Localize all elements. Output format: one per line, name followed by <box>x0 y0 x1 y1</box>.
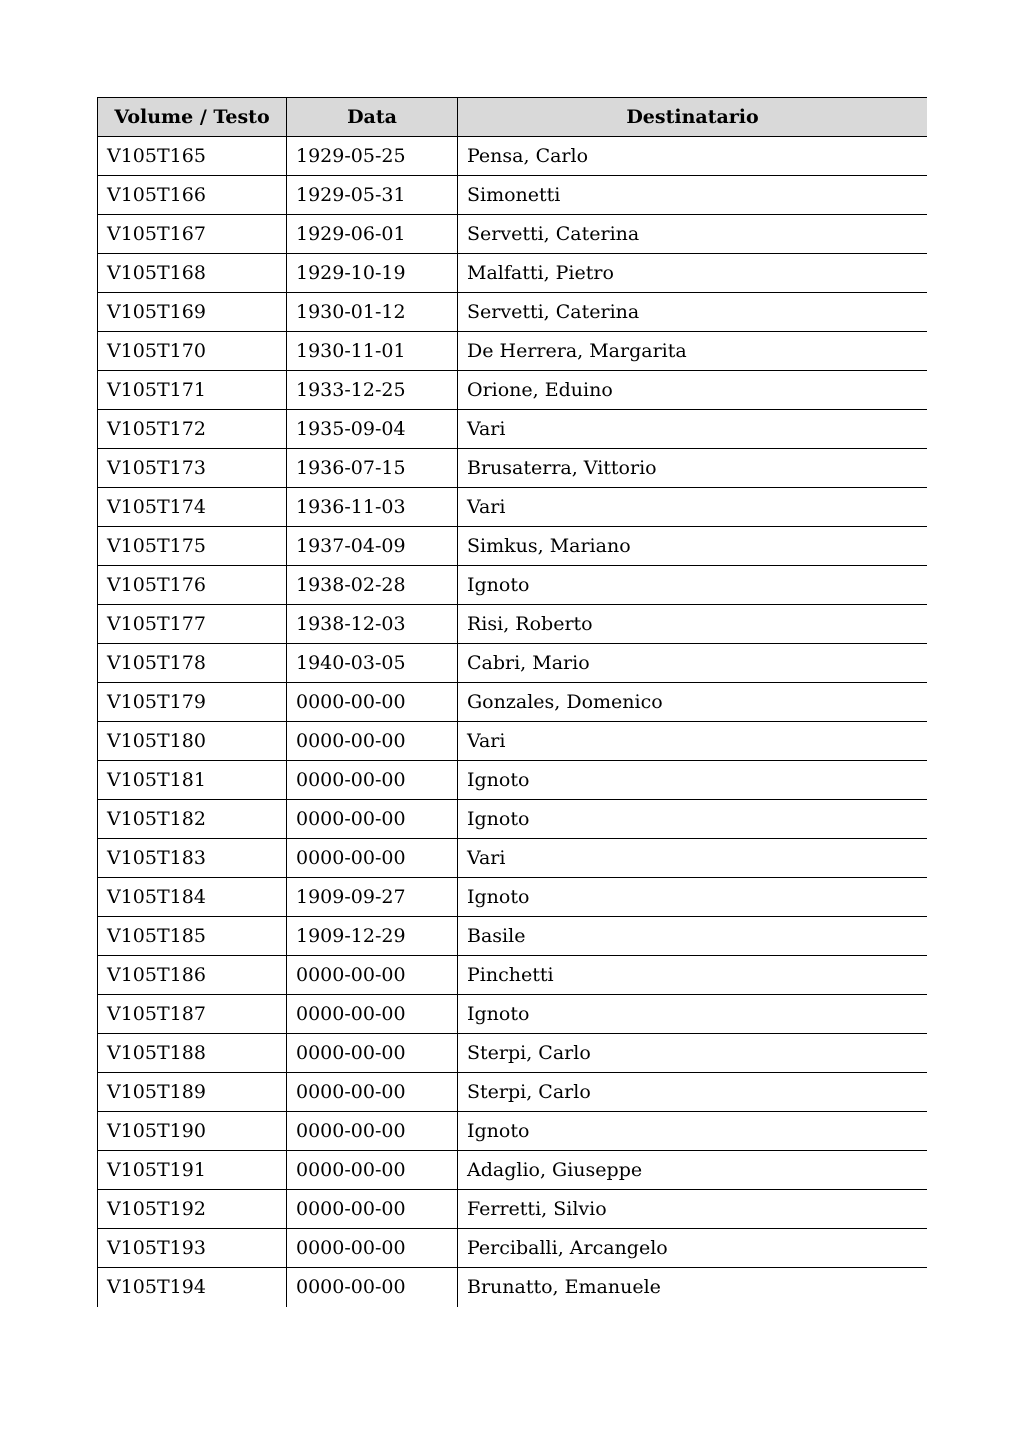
table-row <box>98 1073 928 1112</box>
table-header-row <box>98 98 928 137</box>
cell-volume-testo: V105T176 <box>98 566 287 605</box>
cell-volume-testo: V105T191 <box>98 1151 287 1190</box>
table-body <box>98 137 928 1307</box>
cell-data: 1929-10-19 <box>287 254 458 293</box>
header-data: Data <box>287 98 458 137</box>
cell-volume-testo: V105T183 <box>98 839 287 878</box>
cell-destinatario: Pensa, Carlo <box>458 137 928 176</box>
cell-destinatario: Orione, Eduino <box>458 371 928 410</box>
table-row <box>98 1229 928 1268</box>
table-row <box>98 566 928 605</box>
cell-destinatario: Basile <box>458 917 928 956</box>
cell-destinatario: Malfatti, Pietro <box>458 254 928 293</box>
table-row <box>98 371 928 410</box>
table-row <box>98 449 928 488</box>
cell-volume-testo: V105T193 <box>98 1229 287 1268</box>
table-row <box>98 137 928 176</box>
table-row <box>98 878 928 917</box>
cell-destinatario: Cabri, Mario <box>458 644 928 683</box>
table-row <box>98 215 928 254</box>
cell-destinatario: Ignoto <box>458 1112 928 1151</box>
cell-volume-testo: V105T185 <box>98 917 287 956</box>
header-volume-testo: Volume / Testo <box>98 98 287 137</box>
cell-destinatario: Sterpi, Carlo <box>458 1034 928 1073</box>
cell-volume-testo: V105T186 <box>98 956 287 995</box>
cell-destinatario: Simkus, Mariano <box>458 527 928 566</box>
cell-destinatario: Simonetti <box>458 176 928 215</box>
cell-data: 1936-11-03 <box>287 488 458 527</box>
table-row <box>98 1268 928 1307</box>
cell-data: 0000-00-00 <box>287 1112 458 1151</box>
cell-volume-testo: V105T165 <box>98 137 287 176</box>
cell-volume-testo: V105T166 <box>98 176 287 215</box>
cell-destinatario: Risi, Roberto <box>458 605 928 644</box>
cell-volume-testo: V105T190 <box>98 1112 287 1151</box>
cell-destinatario: Ferretti, Silvio <box>458 1190 928 1229</box>
cell-data: 1909-09-27 <box>287 878 458 917</box>
table-row <box>98 722 928 761</box>
cell-destinatario: Ignoto <box>458 995 928 1034</box>
letters-table-container <box>97 97 927 1312</box>
table-row <box>98 527 928 566</box>
cell-volume-testo: V105T184 <box>98 878 287 917</box>
cell-destinatario: Brusaterra, Vittorio <box>458 449 928 488</box>
cell-destinatario: Servetti, Caterina <box>458 293 928 332</box>
cell-destinatario: Vari <box>458 722 928 761</box>
cell-volume-testo: V105T181 <box>98 761 287 800</box>
cell-data: 0000-00-00 <box>287 1151 458 1190</box>
cell-volume-testo: V105T187 <box>98 995 287 1034</box>
cell-data: 0000-00-00 <box>287 995 458 1034</box>
table-row <box>98 1034 928 1073</box>
cell-data: 1929-05-31 <box>287 176 458 215</box>
cell-destinatario: Ignoto <box>458 761 928 800</box>
table-row <box>98 800 928 839</box>
cell-data: 0000-00-00 <box>287 1190 458 1229</box>
cell-data: 0000-00-00 <box>287 800 458 839</box>
cell-destinatario: Perciballi, Arcangelo <box>458 1229 928 1268</box>
cell-data: 1940-03-05 <box>287 644 458 683</box>
cell-data: 0000-00-00 <box>287 956 458 995</box>
table-row <box>98 410 928 449</box>
cell-destinatario: Ignoto <box>458 566 928 605</box>
cell-destinatario: Brunatto, Emanuele <box>458 1268 928 1307</box>
table-row <box>98 1112 928 1151</box>
table-row <box>98 1190 928 1229</box>
cell-volume-testo: V105T173 <box>98 449 287 488</box>
cell-data: 0000-00-00 <box>287 1034 458 1073</box>
cell-volume-testo: V105T180 <box>98 722 287 761</box>
table-row <box>98 683 928 722</box>
cell-data: 1938-12-03 <box>287 605 458 644</box>
cell-destinatario: Ignoto <box>458 878 928 917</box>
cell-data: 1929-06-01 <box>287 215 458 254</box>
cell-destinatario: Pinchetti <box>458 956 928 995</box>
table-row <box>98 176 928 215</box>
table-row <box>98 1151 928 1190</box>
cell-volume-testo: V105T171 <box>98 371 287 410</box>
cell-data: 1930-11-01 <box>287 332 458 371</box>
cell-volume-testo: V105T179 <box>98 683 287 722</box>
cell-data: 1938-02-28 <box>287 566 458 605</box>
cell-data: 0000-00-00 <box>287 683 458 722</box>
letters-table <box>97 97 927 1307</box>
cell-data: 1930-01-12 <box>287 293 458 332</box>
header-destinatario: Destinatario <box>458 98 928 137</box>
cell-volume-testo: V105T178 <box>98 644 287 683</box>
cell-volume-testo: V105T189 <box>98 1073 287 1112</box>
cell-volume-testo: V105T175 <box>98 527 287 566</box>
cell-data: 0000-00-00 <box>287 839 458 878</box>
cell-data: 1929-05-25 <box>287 137 458 176</box>
cell-data: 0000-00-00 <box>287 722 458 761</box>
cell-destinatario: Servetti, Caterina <box>458 215 928 254</box>
cell-destinatario: Vari <box>458 488 928 527</box>
cell-destinatario: Vari <box>458 410 928 449</box>
cell-destinatario: Ignoto <box>458 800 928 839</box>
cell-data: 1937-04-09 <box>287 527 458 566</box>
cell-volume-testo: V105T169 <box>98 293 287 332</box>
cell-volume-testo: V105T182 <box>98 800 287 839</box>
table-row <box>98 917 928 956</box>
cell-data: 1936-07-15 <box>287 449 458 488</box>
cell-volume-testo: V105T192 <box>98 1190 287 1229</box>
cell-data: 1933-12-25 <box>287 371 458 410</box>
table-row <box>98 839 928 878</box>
cell-volume-testo: V105T167 <box>98 215 287 254</box>
cell-data: 0000-00-00 <box>287 1229 458 1268</box>
cell-volume-testo: V105T168 <box>98 254 287 293</box>
table-row <box>98 293 928 332</box>
table-row <box>98 605 928 644</box>
table-row <box>98 995 928 1034</box>
cell-destinatario: Vari <box>458 839 928 878</box>
table-row <box>98 254 928 293</box>
cell-data: 1935-09-04 <box>287 410 458 449</box>
table-row <box>98 332 928 371</box>
cell-destinatario: Adaglio, Giuseppe <box>458 1151 928 1190</box>
cell-volume-testo: V105T174 <box>98 488 287 527</box>
cell-destinatario: Gonzales, Domenico <box>458 683 928 722</box>
cell-volume-testo: V105T177 <box>98 605 287 644</box>
cell-volume-testo: V105T194 <box>98 1268 287 1307</box>
cell-data: 1909-12-29 <box>287 917 458 956</box>
cell-destinatario: Sterpi, Carlo <box>458 1073 928 1112</box>
cell-volume-testo: V105T172 <box>98 410 287 449</box>
cell-volume-testo: V105T188 <box>98 1034 287 1073</box>
cell-destinatario: De Herrera, Margarita <box>458 332 928 371</box>
table-row <box>98 956 928 995</box>
table-row <box>98 761 928 800</box>
table-row <box>98 644 928 683</box>
cell-data: 0000-00-00 <box>287 761 458 800</box>
cell-data: 0000-00-00 <box>287 1268 458 1307</box>
table-row <box>98 488 928 527</box>
cell-volume-testo: V105T170 <box>98 332 287 371</box>
cell-data: 0000-00-00 <box>287 1073 458 1112</box>
